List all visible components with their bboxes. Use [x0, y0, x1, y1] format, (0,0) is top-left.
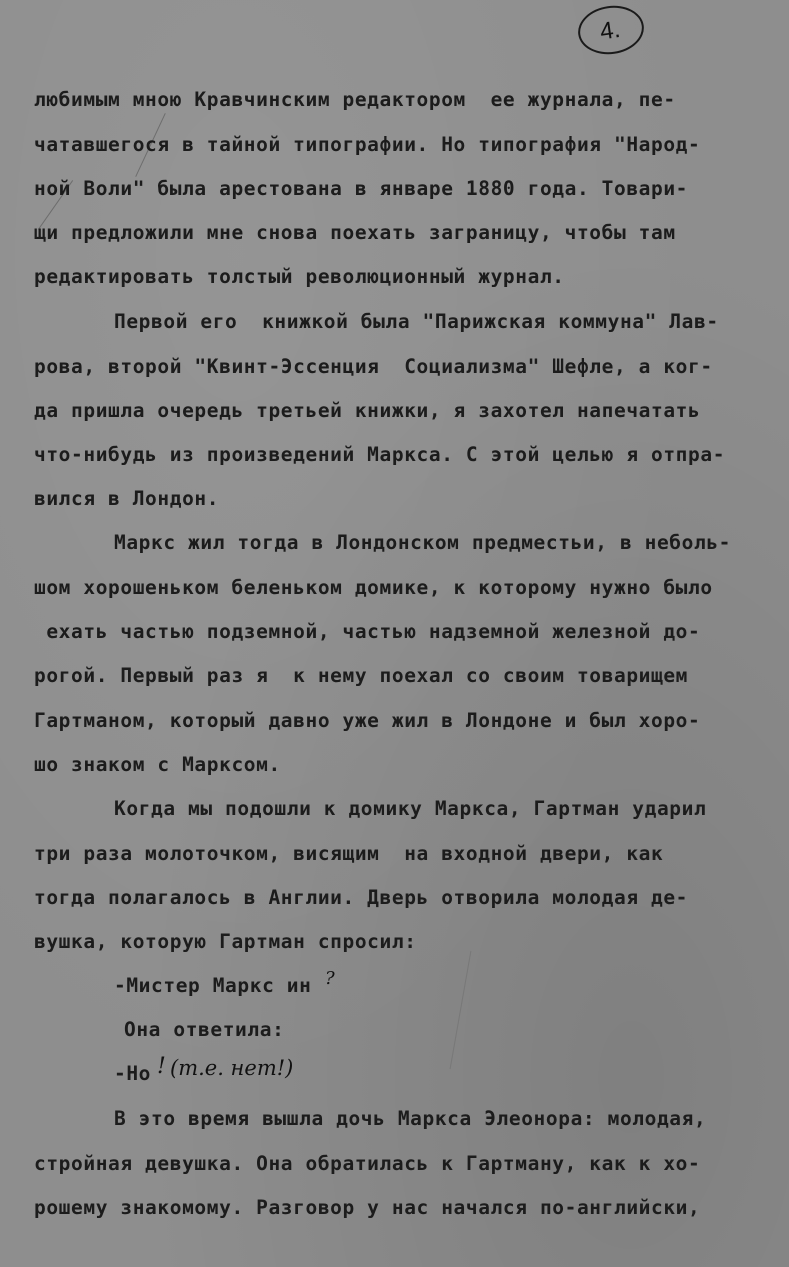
text-line: рошему знакомому. Разговор у нас начался по-английски,: [34, 1196, 701, 1219]
text-line: три раза молоточком, висящим на входной двери, как: [34, 842, 664, 865]
text-line: да пришла очередь третьей книжки, я захотел напечатать: [34, 399, 701, 422]
handwritten-translation: (т.е. нет!): [170, 1056, 294, 1080]
text-line: любимым мною Кравчинским редактором ее журнала, пе-: [34, 88, 676, 111]
text-line: тогда полагалось в Англии. Дверь отворила молодая де-: [34, 886, 689, 909]
dialogue-line: -Но: [114, 1062, 152, 1085]
dialogue-line: -Мистер Маркс ин: [114, 974, 312, 997]
paper-scratch: [450, 951, 472, 1069]
text-line: вушка, которую Гартман спросил:: [34, 930, 417, 953]
handwritten-question-mark: ?: [325, 968, 335, 989]
text-line: редактировать толстый революционный журнал.: [34, 265, 565, 288]
text-line: шо знаком с Марксом.: [34, 753, 281, 776]
text-line: рова, второй "Квинт-Эссенция Социализма" Шефле, а ког-: [34, 355, 713, 378]
text-line: вился в Лондон.: [34, 487, 220, 510]
dialogue-line: Она ответила:: [124, 1018, 285, 1041]
text-line: ной Воли" была арестована в январе 1880 года. Товари-: [34, 177, 689, 200]
text-line: шом хорошеньком беленьком домике, к которому нужно было: [34, 576, 713, 599]
text-line: Когда мы подошли к домику Маркса, Гартман ударил: [114, 797, 707, 820]
text-line: чатавшегося в тайной типографии. Но типография "Народ-: [34, 133, 701, 156]
page-number-circle: [575, 2, 647, 59]
text-line: Маркс жил тогда в Лондонском предместьи, в неболь-: [114, 531, 731, 554]
text-line: ехать частью подземной, частью надземной железной до-: [34, 620, 701, 643]
text-line: стройная девушка. Она обратилась к Гартману, как к хо-: [34, 1152, 701, 1175]
handwritten-exclamation: !: [157, 1054, 166, 1079]
page-number: 4.: [598, 15, 622, 46]
text-line: щи предложили мне снова поехать заграницу, чтобы там: [34, 221, 676, 244]
text-line: Гартманом, который давно уже жил в Лондоне и был хоро-: [34, 709, 701, 732]
text-line: В это время вышла дочь Маркса Элеонора: молодая,: [114, 1107, 707, 1130]
text-line: рогой. Первый раз я к нему поехал со своим товарищем: [34, 664, 689, 687]
text-line: что-нибудь из произведений Маркса. С этой целью я отпра-: [34, 443, 726, 466]
text-line: Первой его книжкой была "Парижская коммуна" Лав-: [114, 310, 719, 333]
